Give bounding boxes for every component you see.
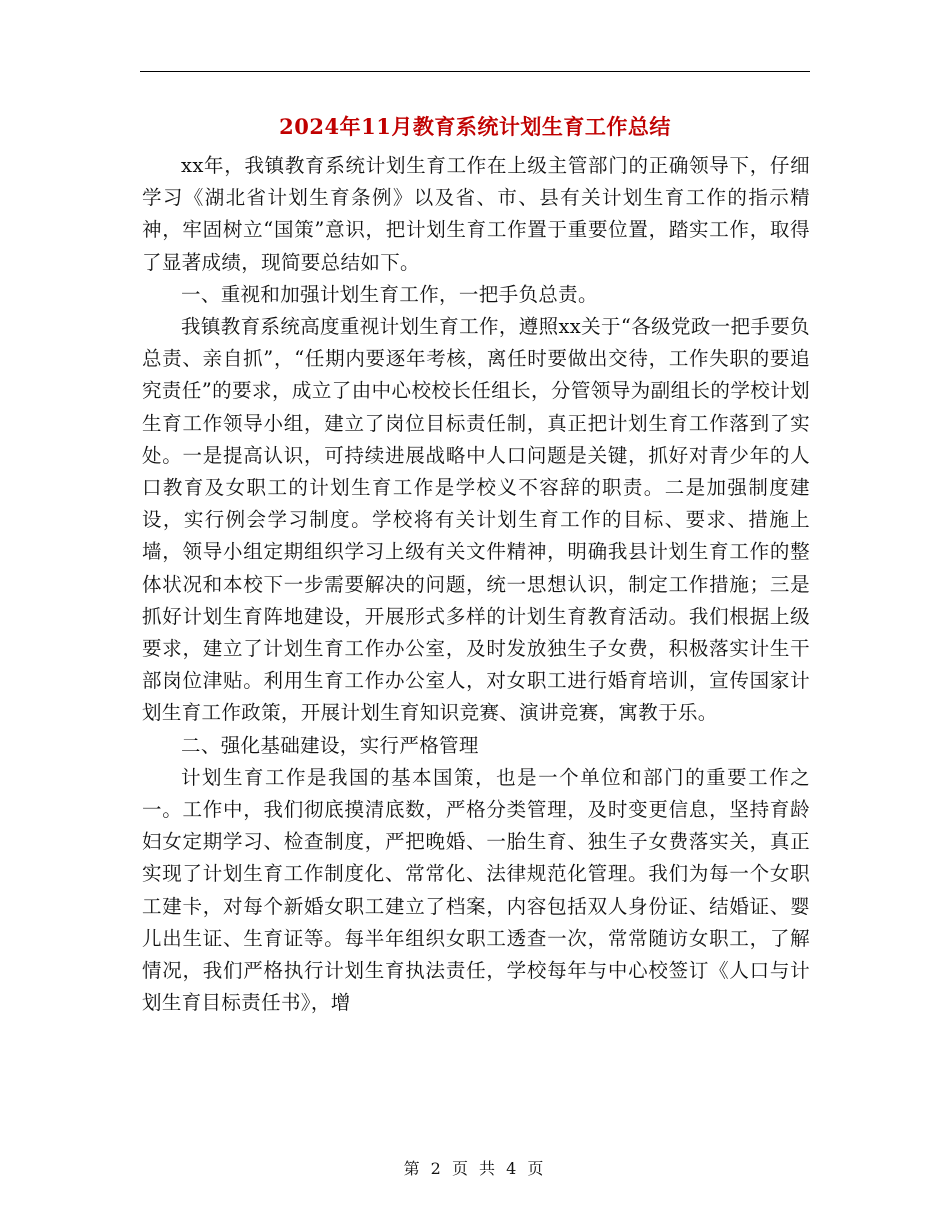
- page-number: 第 2 页 共 4 页: [403, 1159, 547, 1178]
- paragraph-section-1: 我镇教育系统高度重视计划生育工作，遵照xx关于“各级党政一把手要负总责、亲自抓”，“任期内要逐年考核，离任时要做出交待，工作失职的要追究责任”的要求，成立了由中心校校长任组长，分管领导为副组长的学校计划生育工作领导小组，建立了岗位目标责任制，真正把计划生育工作落到了实处。一是提高认识，可持续进展战略中人口问题是关键，抓好对青少年的人口教育及女职工的计划生育工作是学校义不容辞的职责。二是加强制度建设，实行例会学习制度。学校将有关计划生育工作的目标、要求、措施上墙，领导小组定期组织学习上级有关文件精神，明确我县计划生育工作的整体状况和本校下一步需要解决的问题，统一思想认识，制定工作措施；三是抓好计划生育阵地建设，开展形式多样的计划生育教育活动。我们根据上级要求，建立了计划生育工作办公室，及时发放独生子女费，积极落实计生干部岗位津贴。利用生育工作办公室人，对女职工进行婚育培训，宣传国家计划生育工作政策，开展计划生育知识竞赛、演讲竞赛，寓教于乐。: [142, 315, 810, 725]
- section-heading-1: 一、重视和加强计划生育工作，一把手负总责。: [181, 282, 598, 306]
- document-body: [142, 150, 810, 1019]
- document-title: 2024年11月教育系统计划生育工作总结: [279, 114, 671, 139]
- paragraph-intro: xx年，我镇教育系统计划生育工作在上级主管部门的正确领导下，仔细学习《湖北省计划生育条例》以及省、市、县有关计划生育工作的指示精神，牢固树立“国策”意识，把计划生育工作置于重要位置，踏实工作，取得了显著成绩，现简要总结如下。: [142, 154, 810, 274]
- paragraph-section-2: 计划生育工作是我国的基本国策，也是一个单位和部门的重要工作之一。工作中，我们彻底摸清底数，严格分类管理，及时变更信息，坚持育龄妇女定期学习、检查制度，严把晚婚、一胎生育、独生子女费落实关，真正实现了计划生育工作制度化、常常化、法律规范化管理。我们为每一个女职工建卡，对每个新婚女职工建立了档案，内容包括双人身份证、结婚证、婴儿出生证、生育证等。每半年组织女职工透查一次，常常随访女职工，了解情况，我们严格执行计划生育执法责任，学校每年与中心校签订《人口与计划生育目标责任书》，增: [142, 765, 810, 1015]
- header-rule: [140, 71, 810, 72]
- section-heading-2: 二、强化基础建设，实行严格管理: [181, 733, 479, 757]
